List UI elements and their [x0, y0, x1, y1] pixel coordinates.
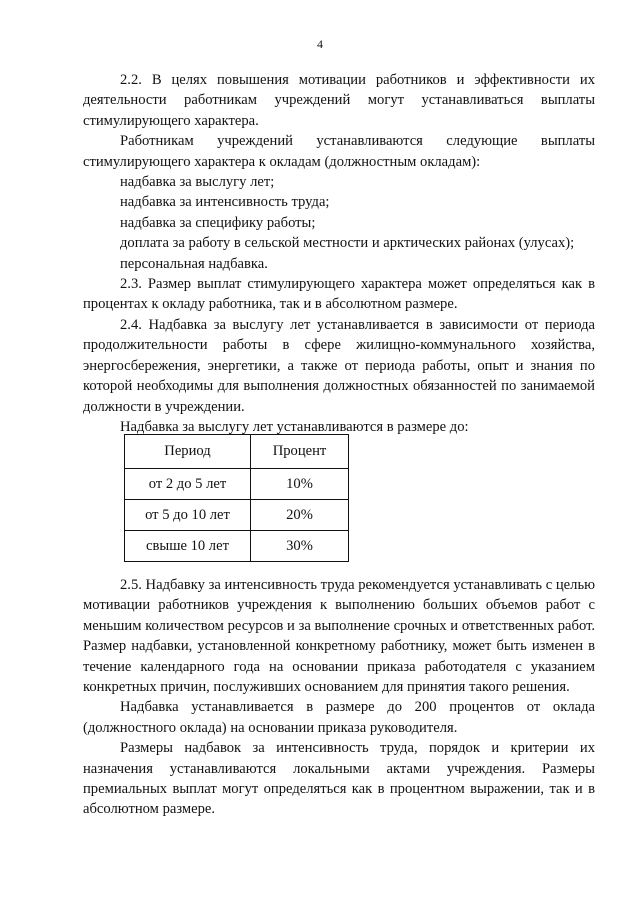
table-row [125, 500, 349, 531]
list-item: доплата за работу в сельской местности и арктических районах (улусах); [120, 235, 575, 252]
paragraph-2-4: 2.4. Надбавка за выслугу лет устанавливается в зависимости от периода продолжительности работы в сфере жилищно-коммунального хозяйства, энергосбережения, энергетики, а также от периода работы, опыт и знания по которой необходимы для выполнения должностных обязанностей по занимаемой должности в учреждении. [83, 316, 595, 415]
paragraph-2-3: 2.3. Размер выплат стимулирующего характера может определяться как в процентах к окладу работника, так и в абсолютном размере. [83, 276, 595, 313]
list-item: персональная надбавка. [120, 255, 268, 272]
paragraph-payments-intro: Работникам учреждений устанавливаются следующие выплаты стимулирующего характера к окладам (должностным окладам): [83, 133, 595, 170]
table-cell-period: свыше 10 лет [125, 531, 251, 562]
paragraph-2-5: 2.5. Надбавку за интенсивность труда рекомендуется устанавливать с целью мотивации работников учреждения к выполнению больших объемов работ с меньшим количеством ресурсов и за выполнение срочных и ответственных работ. Размер надбавки, установленной конкретному работнику, может быть изменен в течение календарного года на основании приказа работодателя с указанием конкретных причин, послуживших основанием для принятия такого решения. [83, 577, 595, 696]
paragraph-table-intro: Надбавка за выслугу лет устанавливаются в размере до: [120, 418, 469, 435]
list-item: надбавка за интенсивность труда; [120, 194, 330, 211]
table-row [125, 469, 349, 500]
seniority-table [124, 434, 349, 562]
table-header-percent: Процент [251, 435, 349, 469]
paragraph-criteria: Размеры надбавок за интенсивность труда, порядок и критерии их назначения устанавливаются локальными актами учреждения. Размеры премиальных выплат могут определяться как в процентном выражении, так и в абсолютном размере. [83, 740, 595, 818]
page-number: 4 [317, 37, 323, 51]
table-cell-percent: 30% [251, 531, 349, 562]
list-item: надбавка за специфику работы; [120, 214, 316, 231]
text-block-lower [83, 575, 595, 820]
table-header-period: Период [125, 435, 251, 469]
text-block-upper [83, 70, 595, 437]
list-item: надбавка за выслугу лет; [120, 174, 275, 191]
table-cell-percent: 10% [251, 469, 349, 500]
paragraph-2-2: 2.2. В целях повышения мотивации работников и эффективности их деятельности работникам учреждений могут устанавливаться выплаты стимулирующего характера. [83, 72, 595, 129]
table-row [125, 531, 349, 562]
paragraph-limit: Надбавка устанавливается в размере до 200 процентов от оклада (должностного оклада) на основании приказа руководителя. [83, 699, 595, 736]
table-cell-percent: 20% [251, 500, 349, 531]
table-cell-period: от 2 до 5 лет [125, 469, 251, 500]
table-header-row [125, 435, 349, 469]
table-cell-period: от 5 до 10 лет [125, 500, 251, 531]
